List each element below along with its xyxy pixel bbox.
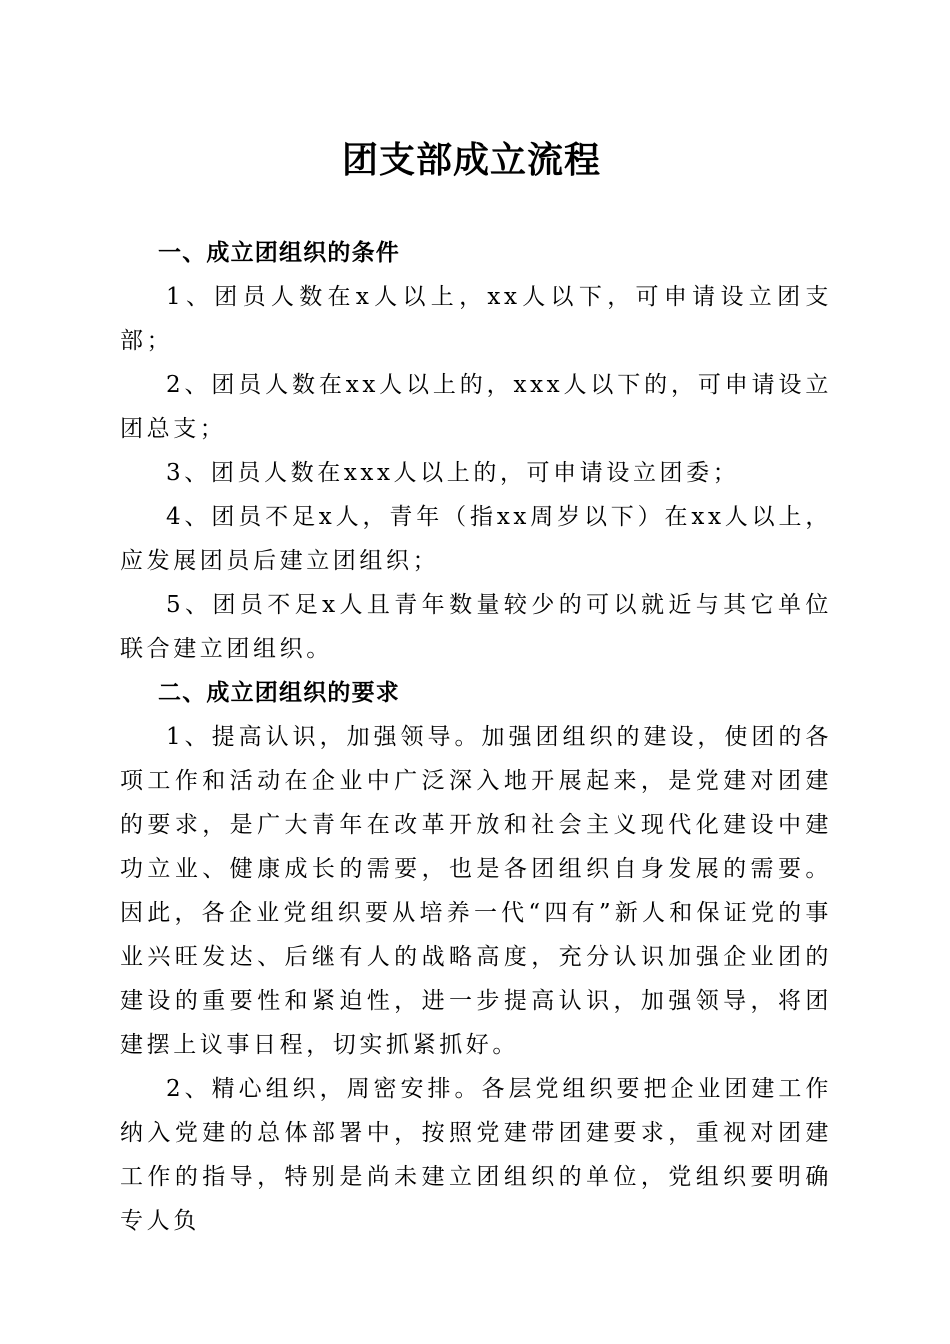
condition-item-5: 5、团员不足x人且青年数量较少的可以就近与其它单位联合建立团组织。 [120, 592, 832, 662]
condition-item-3: 3、团员人数在xxx人以上的，可申请设立团委； [166, 460, 740, 486]
requirement-paragraph-1: 1、提高认识，加强领导。加强团组织的建设，使团的各项工作和活动在企业中广泛深入地开展起来，是党建对团建的要求，是广大青年在改革开放和社会主义现代化建设中建功立业、健康成长的需要，也是各团组织自身发展的需要。因此，各企业党组织要从培养一代“四有”新人和保证党的事业兴旺发达、后继有人的战略高度，充分认识加强企业团的建设的重要性和紧迫性，进一步提高认识，加强领导，将团建摆上议事日程，切实抓紧抓好。 [120, 724, 832, 1058]
section-heading-conditions: 一、成立团组织的条件 [158, 240, 400, 266]
condition-item-2: 2、团员人数在xx人以上的，xxx人以下的，可申请设立团总支； [120, 372, 832, 442]
section-heading-requirements: 二、成立团组织的要求 [158, 680, 400, 706]
condition-item-1: 1、团员人数在x人以上，xx人以下，可申请设立团支部； [120, 284, 832, 354]
document-body [120, 231, 832, 1243]
requirement-paragraph-2: 2、精心组织，周密安排。各层党组织要把企业团建工作纳入党建的总体部署中，按照党建带团建要求，重视对团建工作的指导，特别是尚未建立团组织的单位，党组织要明确专人负 [120, 1076, 832, 1234]
document-title: 团支部成立流程 [341, 139, 601, 181]
condition-item-4: 4、团员不足x人，青年（指xx周岁以下）在xx人以上，应发展团员后建立团组织； [120, 504, 832, 574]
